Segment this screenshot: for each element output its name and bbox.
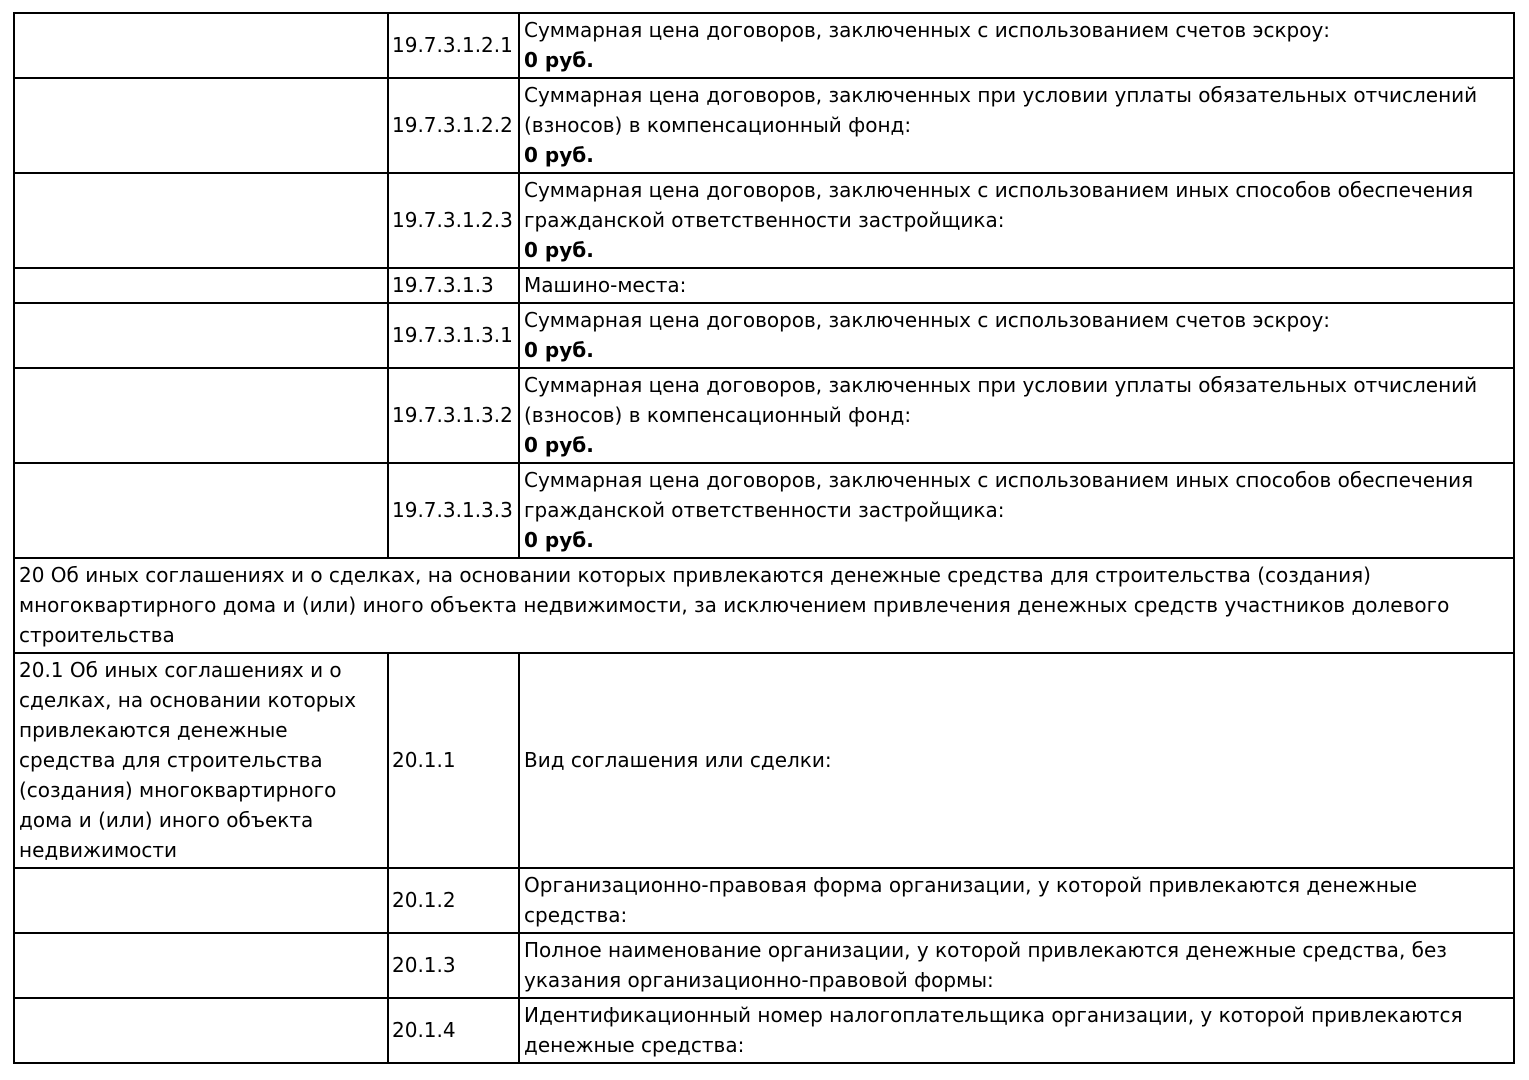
row-number: 19.7.3.1.2.1 [392, 33, 513, 57]
row-number: 19.7.3.1.3.3 [392, 498, 513, 522]
row-number-cell [388, 173, 519, 268]
row-number: 20.1.2 [392, 888, 456, 912]
section-title-cell [14, 558, 1514, 653]
row-description-cell [519, 933, 1514, 998]
row-description-cell [519, 998, 1514, 1063]
row-number-cell [388, 78, 519, 173]
row-number-cell [388, 933, 519, 998]
project-declaration-table [13, 12, 1515, 1064]
table-row [14, 13, 1514, 78]
row-description-cell [519, 13, 1514, 78]
row-description-cell [519, 463, 1514, 558]
section-row [14, 558, 1514, 653]
table-row [14, 463, 1514, 558]
field-label: Вид соглашения или сделки: [524, 748, 832, 772]
field-value: 0 руб. [524, 338, 594, 362]
table-row [14, 303, 1514, 368]
row-number: 19.7.3.1.3.2 [392, 403, 513, 427]
field-label: Суммарная цена договоров, заключенных с использованием счетов эскроу: [524, 18, 1331, 42]
field-label: Полное наименование организации, у которой привлекаются денежные средства, без указания организационно-правовой формы: [524, 938, 1447, 992]
table-row [14, 933, 1514, 998]
field-value: 0 руб. [524, 528, 594, 552]
field-label: Суммарная цена договоров, заключенных с использованием иных способов обеспечения гражданской ответственности застройщика: [524, 178, 1474, 232]
row-group-cell [14, 173, 388, 268]
row-group-cell [14, 998, 388, 1063]
row-description-cell [519, 653, 1514, 868]
row-number-cell [388, 868, 519, 933]
row-number-cell [388, 13, 519, 78]
field-value: 0 руб. [524, 143, 594, 167]
row-number-cell [388, 303, 519, 368]
row-number-cell [388, 653, 519, 868]
row-number: 19.7.3.1.2.2 [392, 113, 513, 137]
row-group-cell [14, 303, 388, 368]
field-value: 0 руб. [524, 48, 594, 72]
row-group-cell [14, 368, 388, 463]
row-group-cell [14, 78, 388, 173]
field-label: Суммарная цена договоров, заключенных при условии уплаты обязательных отчислений (взносов) в компенсационный фонд: [524, 83, 1478, 137]
row-description-cell [519, 868, 1514, 933]
table-row [14, 268, 1514, 303]
table-row [14, 78, 1514, 173]
table-row [14, 173, 1514, 268]
field-label: Организационно-правовая форма организации, у которой привлекаются денежные средства: [524, 873, 1418, 927]
row-group-cell [14, 13, 388, 78]
document-page [13, 12, 1515, 1064]
table-row [14, 868, 1514, 933]
field-label: Машино-места: [524, 273, 687, 297]
row-number: 19.7.3.1.3.1 [392, 323, 513, 347]
table-row [14, 653, 1514, 868]
field-label: Суммарная цена договоров, заключенных при условии уплаты обязательных отчислений (взносов) в компенсационный фонд: [524, 373, 1478, 427]
field-label: Идентификационный номер налогоплательщика организации, у которой привлекаются денежные средства: [524, 1003, 1463, 1057]
row-number: 20.1.4 [392, 1018, 456, 1042]
row-description-cell [519, 303, 1514, 368]
row-number: 20.1.1 [392, 748, 456, 772]
row-group-cell [14, 868, 388, 933]
row-number: 19.7.3.1.2.3 [392, 208, 513, 232]
row-number-cell [388, 368, 519, 463]
field-label: Суммарная цена договоров, заключенных с использованием счетов эскроу: [524, 308, 1331, 332]
row-group-cell [14, 268, 388, 303]
row-group-cell [14, 653, 388, 868]
row-description-cell [519, 368, 1514, 463]
section-title: 20 Об иных соглашениях и о сделках, на основании которых привлекаются денежные средства для строительства (создания) многоквартирного дома и (или) иного объекта недвижимости, за исключением привлечения денежных средств участников долевого строительства [19, 563, 1450, 647]
row-description-cell [519, 268, 1514, 303]
row-number-cell [388, 463, 519, 558]
row-description-cell [519, 78, 1514, 173]
table-row [14, 368, 1514, 463]
row-number-cell [388, 268, 519, 303]
row-description-cell [519, 173, 1514, 268]
table-body [14, 13, 1514, 1063]
row-group-cell [14, 463, 388, 558]
field-value: 0 руб. [524, 238, 594, 262]
row-number: 19.7.3.1.3 [392, 273, 494, 297]
row-number: 20.1.3 [392, 953, 456, 977]
table-row [14, 998, 1514, 1063]
row-number-cell [388, 998, 519, 1063]
row-group-cell [14, 933, 388, 998]
group-label: 20.1 Об иных соглашениях и о сделках, на основании которых привлекаются денежные средства для строительства (создания) многоквартирного дома и (или) иного объекта недвижимости [19, 658, 357, 862]
field-value: 0 руб. [524, 433, 594, 457]
field-label: Суммарная цена договоров, заключенных с использованием иных способов обеспечения гражданской ответственности застройщика: [524, 468, 1474, 522]
